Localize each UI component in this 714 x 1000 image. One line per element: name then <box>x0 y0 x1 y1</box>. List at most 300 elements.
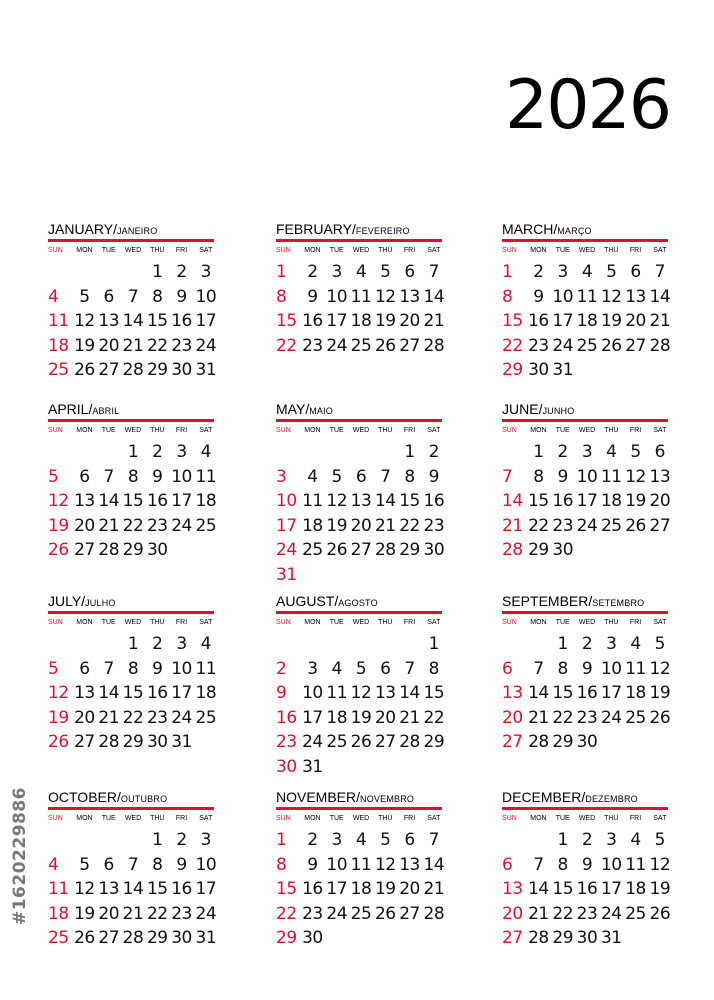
day-cell: 17 <box>302 707 323 728</box>
month-alt-name: AGOSTO <box>338 598 378 608</box>
stock-id-text: #1620229886 <box>10 786 30 926</box>
day-cell: 12 <box>649 658 671 679</box>
day-cell: 5 <box>380 262 391 282</box>
empty-day-cell <box>502 632 526 657</box>
month-name-separator: / <box>538 401 543 417</box>
week-row <box>48 681 218 706</box>
week-row <box>48 309 218 334</box>
weekday-label: SUN <box>48 427 63 434</box>
weekday-label: SUN <box>502 247 517 254</box>
day-cell: 23 <box>146 707 168 728</box>
empty-day-cell <box>194 538 218 563</box>
empty-day-cell <box>169 538 193 563</box>
empty-day-cell <box>325 440 349 465</box>
week-row <box>502 514 672 539</box>
day-cell: 4 <box>331 658 342 679</box>
day-cell: 25 <box>350 335 372 356</box>
weekday-label: FRI <box>629 427 642 434</box>
day-cell: 19 <box>374 311 396 331</box>
empty-day-cell <box>72 632 96 657</box>
day-cell: 7 <box>533 658 544 679</box>
week-row <box>502 465 672 490</box>
weekday-label: SAT <box>653 619 667 626</box>
weekday-labels <box>276 245 446 256</box>
day-cell: 2 <box>581 634 593 654</box>
day-cell: 28 <box>423 335 445 356</box>
weekday-label: MON <box>304 247 321 254</box>
week-row <box>48 334 218 359</box>
weekday-label: THU <box>378 427 393 434</box>
month-divider <box>502 611 668 614</box>
empty-day-cell <box>325 563 349 588</box>
weekday-label: TUE <box>329 427 344 434</box>
month-may <box>276 400 446 587</box>
weekday-label: TUE <box>329 619 344 626</box>
day-cell: 1 <box>502 262 513 282</box>
day-cell: 15 <box>423 683 445 703</box>
day-cell: 11 <box>350 854 372 875</box>
day-cell: 10 <box>195 854 217 875</box>
month-name-separator: / <box>88 401 93 417</box>
day-cell: 14 <box>122 311 144 331</box>
day-cell: 30 <box>146 732 168 752</box>
week-row <box>276 285 446 310</box>
month-divider <box>502 239 668 242</box>
empty-day-cell <box>97 828 121 853</box>
day-cell: 16 <box>146 491 168 511</box>
empty-day-cell <box>502 828 526 853</box>
day-cell: 5 <box>355 658 367 679</box>
day-cell: 24 <box>326 335 348 356</box>
month-august <box>276 592 446 779</box>
month-name: DECEMBER <box>502 789 582 805</box>
empty-day-cell <box>325 632 349 657</box>
day-cell: 11 <box>195 658 217 679</box>
day-cell: 23 <box>528 335 549 356</box>
empty-day-cell <box>325 926 349 951</box>
day-cell: 13 <box>74 491 95 511</box>
empty-day-cell <box>623 358 647 383</box>
month-header <box>502 592 672 610</box>
day-cell: 4 <box>355 262 367 282</box>
day-cell: 24 <box>552 335 574 356</box>
day-cell: 8 <box>276 286 287 307</box>
day-cell: 22 <box>552 707 574 728</box>
day-cell: 26 <box>74 928 95 948</box>
day-cell: 6 <box>502 854 513 875</box>
week-row <box>502 334 672 359</box>
weekday-label: FRI <box>175 619 188 626</box>
week-row <box>502 706 672 731</box>
day-cell: 13 <box>502 879 523 899</box>
month-name: MARCH <box>502 221 554 237</box>
month-header <box>48 592 218 610</box>
day-grid <box>502 260 672 383</box>
day-cell: 3 <box>331 262 342 282</box>
weekday-label: WED <box>578 247 596 254</box>
empty-day-cell <box>48 260 72 285</box>
empty-day-cell <box>373 926 397 951</box>
day-cell: 25 <box>350 903 372 924</box>
day-cell: 25 <box>576 335 598 356</box>
weekday-label: WED <box>352 619 370 626</box>
day-cell: 19 <box>326 515 348 536</box>
day-cell: 22 <box>399 515 420 536</box>
day-cell: 21 <box>122 903 144 924</box>
day-cell: 3 <box>200 262 211 282</box>
empty-day-cell <box>276 440 300 465</box>
day-cell: 1 <box>533 442 544 462</box>
day-cell: 16 <box>552 491 574 511</box>
day-cell: 2 <box>307 830 318 850</box>
day-cell: 11 <box>625 854 646 875</box>
day-cell: 9 <box>152 658 163 679</box>
day-cell: 1 <box>276 262 287 282</box>
day-cell: 2 <box>307 262 318 282</box>
week-row <box>502 902 672 927</box>
day-cell: 15 <box>276 311 297 331</box>
month-name: AUGUST <box>276 593 335 609</box>
month-name-separator: / <box>81 593 86 609</box>
empty-day-cell <box>373 632 397 657</box>
month-name-separator: / <box>356 789 361 805</box>
day-cell: 29 <box>399 540 420 560</box>
day-cell: 29 <box>146 360 168 380</box>
day-cell: 25 <box>195 707 217 728</box>
day-cell: 14 <box>528 683 549 703</box>
day-cell: 13 <box>625 286 646 307</box>
day-cell: 18 <box>625 683 646 703</box>
day-cell: 20 <box>374 707 396 728</box>
day-cell: 24 <box>195 335 217 356</box>
day-cell: 16 <box>576 879 598 899</box>
week-row <box>276 538 446 563</box>
day-cell: 15 <box>528 491 549 511</box>
day-grid <box>48 440 218 563</box>
month-name: OCTOBER <box>48 789 117 805</box>
day-cell: 6 <box>103 854 114 875</box>
day-cell: 19 <box>625 491 646 511</box>
month-divider <box>48 239 214 242</box>
day-cell: 23 <box>576 903 598 924</box>
day-cell: 3 <box>331 830 342 850</box>
day-cell: 17 <box>576 491 598 511</box>
day-cell: 25 <box>302 540 323 560</box>
day-cell: 11 <box>576 286 598 307</box>
month-alt-name: MAIO <box>309 406 334 416</box>
day-cell: 29 <box>528 540 549 560</box>
day-cell: 16 <box>171 311 192 331</box>
weekday-label: SUN <box>48 619 63 626</box>
empty-day-cell <box>599 538 623 563</box>
day-cell: 5 <box>79 286 90 307</box>
day-cell: 3 <box>176 634 187 654</box>
day-cell: 30 <box>146 540 168 560</box>
day-cell: 4 <box>606 442 617 462</box>
month-name: MAY <box>276 401 306 417</box>
week-row <box>502 828 672 853</box>
day-cell: 9 <box>581 658 593 679</box>
empty-day-cell <box>349 563 373 588</box>
day-cell: 6 <box>630 262 641 282</box>
month-divider <box>276 239 442 242</box>
day-cell: 26 <box>374 903 396 924</box>
day-cell: 18 <box>302 515 323 536</box>
day-cell: 28 <box>122 928 144 948</box>
empty-day-cell <box>48 828 72 853</box>
day-cell: 26 <box>74 360 95 380</box>
day-cell: 5 <box>606 262 617 282</box>
day-cell: 7 <box>654 262 665 282</box>
day-cell: 28 <box>502 540 523 560</box>
month-header <box>48 220 218 238</box>
day-cell: 25 <box>195 515 217 536</box>
week-row <box>502 681 672 706</box>
day-cell: 7 <box>502 466 513 487</box>
weekday-label: SAT <box>427 247 441 254</box>
week-row <box>502 538 672 563</box>
day-cell: 22 <box>276 335 297 356</box>
day-cell: 27 <box>649 515 671 536</box>
empty-day-cell <box>623 730 647 755</box>
day-cell: 19 <box>374 879 396 899</box>
weekday-label: MON <box>304 815 321 822</box>
day-cell: 30 <box>576 928 598 948</box>
day-cell: 18 <box>195 491 217 511</box>
empty-day-cell <box>349 440 373 465</box>
day-cell: 25 <box>625 903 646 924</box>
month-name-separator: / <box>116 789 121 805</box>
day-cell: 15 <box>399 491 420 511</box>
day-cell: 8 <box>127 466 139 487</box>
day-cell: 12 <box>48 683 69 703</box>
week-row <box>276 260 446 285</box>
day-cell: 19 <box>48 707 69 728</box>
day-cell: 6 <box>654 442 665 462</box>
day-cell: 24 <box>171 707 192 728</box>
weekday-label: SUN <box>502 619 517 626</box>
day-cell: 2 <box>276 658 287 679</box>
day-cell: 30 <box>552 540 574 560</box>
month-header <box>48 400 218 418</box>
weekday-label: SAT <box>427 427 441 434</box>
month-name-separator: / <box>581 789 586 805</box>
month-january <box>48 220 218 383</box>
day-cell: 22 <box>122 707 144 728</box>
day-cell: 26 <box>600 335 622 356</box>
weekday-label: WED <box>352 815 370 822</box>
day-cell: 11 <box>302 491 323 511</box>
empty-day-cell <box>502 440 526 465</box>
week-row <box>276 489 446 514</box>
day-cell: 7 <box>533 854 544 875</box>
day-cell: 24 <box>195 903 217 924</box>
month-header <box>276 592 446 610</box>
day-cell: 10 <box>576 466 598 487</box>
week-row <box>502 285 672 310</box>
day-cell: 19 <box>48 515 69 536</box>
empty-day-cell <box>97 632 121 657</box>
day-cell: 14 <box>528 879 549 899</box>
day-cell: 1 <box>557 634 568 654</box>
empty-day-cell <box>599 730 623 755</box>
weekday-label: SAT <box>653 247 667 254</box>
weekday-label: TUE <box>555 619 570 626</box>
weekday-label: TUE <box>555 427 570 434</box>
weekday-label: FRI <box>403 815 416 822</box>
day-cell: 5 <box>654 830 665 850</box>
weekday-label: FRI <box>175 427 188 434</box>
day-cell: 28 <box>423 903 445 924</box>
week-row <box>48 730 218 755</box>
month-name-separator: / <box>334 593 339 609</box>
weekday-label: MON <box>304 619 321 626</box>
day-cell: 8 <box>557 854 568 875</box>
day-cell: 6 <box>355 466 367 487</box>
empty-day-cell <box>397 632 421 657</box>
week-row <box>48 538 218 563</box>
month-name: FEBRUARY <box>276 221 352 237</box>
day-cell: 30 <box>528 360 549 380</box>
day-cell: 27 <box>350 540 372 560</box>
week-row <box>276 730 446 755</box>
day-cell: 5 <box>79 854 90 875</box>
day-cell: 14 <box>502 491 523 511</box>
week-row <box>276 706 446 731</box>
week-row <box>502 358 672 383</box>
day-cell: 8 <box>127 658 139 679</box>
week-row <box>502 730 672 755</box>
weekday-label: MON <box>304 427 321 434</box>
week-row <box>276 334 446 359</box>
weekday-label: FRI <box>403 427 416 434</box>
empty-day-cell <box>72 440 96 465</box>
weekday-label: MON <box>530 815 547 822</box>
weekday-label: MON <box>76 427 93 434</box>
day-cell: 26 <box>48 540 69 560</box>
day-cell: 18 <box>600 491 622 511</box>
week-row <box>276 309 446 334</box>
day-cell: 29 <box>552 928 574 948</box>
empty-day-cell <box>349 926 373 951</box>
day-cell: 25 <box>600 515 622 536</box>
month-name-separator: / <box>588 593 593 609</box>
day-cell: 24 <box>171 515 192 536</box>
day-cell: 5 <box>654 634 665 654</box>
week-row <box>276 902 446 927</box>
day-cell: 28 <box>122 360 144 380</box>
weekday-label: SAT <box>199 427 213 434</box>
day-cell: 9 <box>276 683 287 703</box>
day-cell: 16 <box>528 311 549 331</box>
empty-day-cell <box>349 755 373 780</box>
day-grid <box>502 440 672 563</box>
day-cell: 1 <box>404 442 415 462</box>
empty-day-cell <box>599 358 623 383</box>
week-row <box>502 657 672 682</box>
empty-day-cell <box>422 755 446 780</box>
day-cell: 10 <box>600 854 622 875</box>
day-cell: 13 <box>74 683 95 703</box>
day-cell: 24 <box>276 540 297 560</box>
week-row <box>48 632 218 657</box>
day-cell: 3 <box>557 262 568 282</box>
day-cell: 7 <box>428 830 439 850</box>
day-cell: 6 <box>79 658 90 679</box>
weekday-label: SUN <box>276 619 291 626</box>
day-cell: 13 <box>649 466 671 487</box>
day-cell: 14 <box>399 683 420 703</box>
day-cell: 25 <box>625 707 646 728</box>
day-cell: 21 <box>374 515 396 536</box>
week-row <box>276 681 446 706</box>
weekday-labels <box>48 425 218 436</box>
day-cell: 16 <box>171 879 192 899</box>
week-row <box>276 632 446 657</box>
day-cell: 11 <box>48 879 69 899</box>
week-row <box>502 489 672 514</box>
day-cell: 29 <box>423 732 445 752</box>
day-cell: 24 <box>600 903 622 924</box>
week-row <box>502 440 672 465</box>
week-row <box>48 902 218 927</box>
weekday-label: TUE <box>101 247 116 254</box>
day-cell: 18 <box>350 311 372 331</box>
day-cell: 29 <box>122 540 144 560</box>
day-cell: 31 <box>302 756 323 777</box>
week-row <box>276 465 446 490</box>
week-row <box>48 440 218 465</box>
month-name: JUNE <box>502 401 539 417</box>
month-header <box>276 788 446 806</box>
weekday-label: TUE <box>555 247 570 254</box>
day-cell: 17 <box>326 879 348 899</box>
day-cell: 10 <box>171 658 192 679</box>
weekday-label: MON <box>76 815 93 822</box>
month-header <box>48 788 218 806</box>
day-cell: 6 <box>103 286 114 307</box>
week-row <box>502 632 672 657</box>
day-cell: 14 <box>649 286 671 307</box>
day-cell: 20 <box>399 311 420 331</box>
day-cell: 29 <box>276 928 297 948</box>
week-row <box>276 514 446 539</box>
weekday-label: THU <box>150 427 165 434</box>
day-cell: 9 <box>581 854 593 875</box>
day-cell: 10 <box>326 854 348 875</box>
empty-day-cell <box>325 755 349 780</box>
empty-day-cell <box>648 358 672 383</box>
day-cell: 13 <box>350 491 372 511</box>
day-cell: 31 <box>171 732 192 752</box>
day-cell: 25 <box>326 732 348 752</box>
day-cell: 13 <box>98 879 120 899</box>
day-cell: 22 <box>528 515 549 536</box>
month-header <box>276 220 446 238</box>
month-october <box>48 788 218 951</box>
day-grid <box>276 440 446 587</box>
weekday-label: FRI <box>629 815 642 822</box>
day-cell: 26 <box>374 335 396 356</box>
empty-day-cell <box>526 828 550 853</box>
day-cell: 17 <box>195 879 217 899</box>
weekday-label: THU <box>378 619 393 626</box>
day-cell: 21 <box>122 335 144 356</box>
day-cell: 22 <box>423 707 445 728</box>
day-cell: 3 <box>276 466 287 487</box>
day-cell: 4 <box>200 442 211 462</box>
empty-day-cell <box>48 632 72 657</box>
